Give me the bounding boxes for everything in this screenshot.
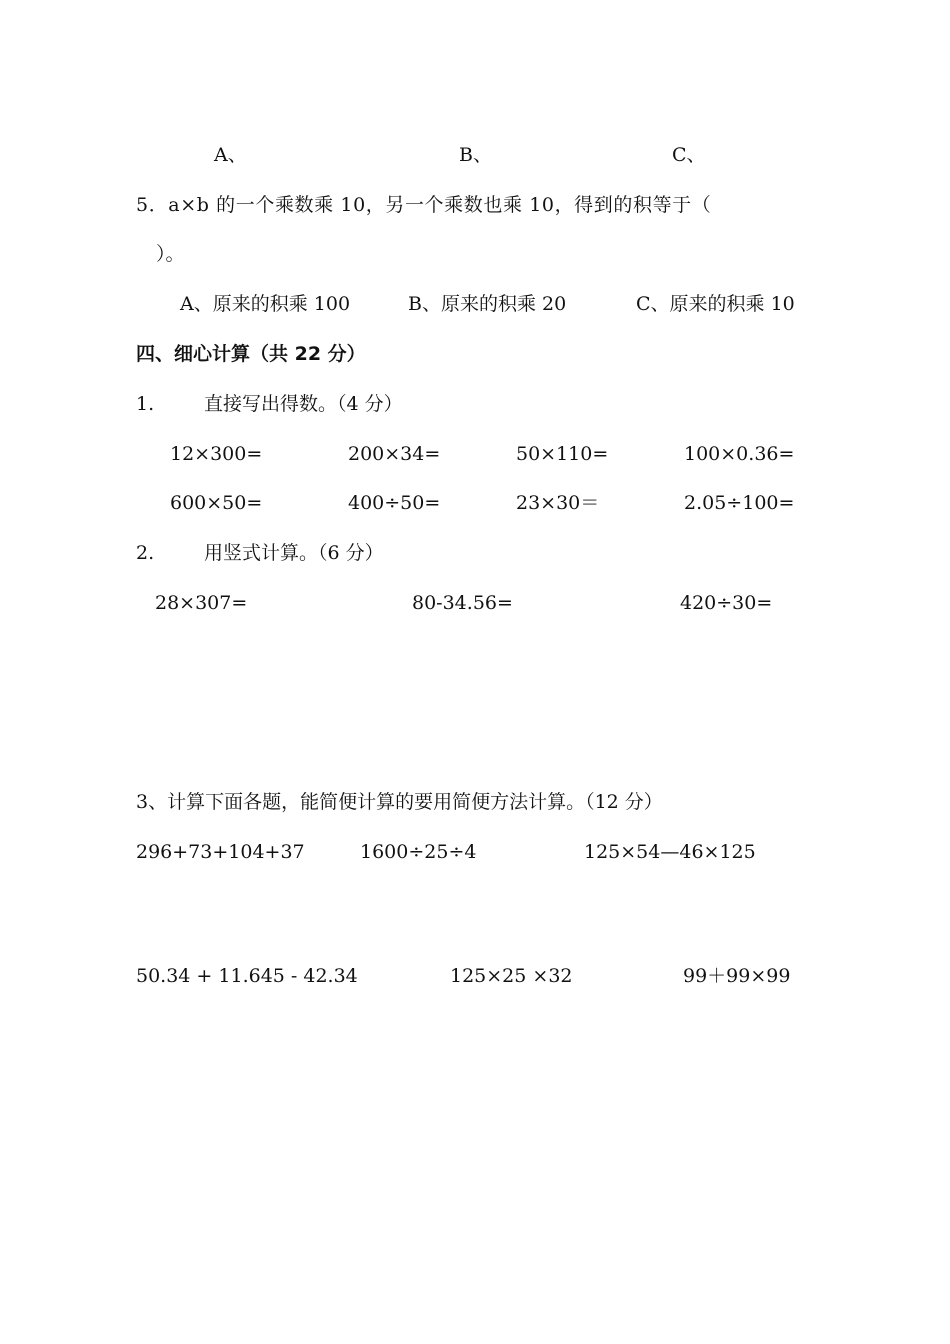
simplify-item: 125×25 ×32 <box>450 965 573 987</box>
calc-item: 100×0.36= <box>684 443 795 465</box>
part-2-number: 2. <box>136 542 155 564</box>
section-4-title: 四、细心计算（共 22 分） <box>136 343 366 365</box>
simplify-item: 125×54—46×125 <box>584 841 756 863</box>
q5-option-a: A、原来的积乘 100 <box>180 293 351 315</box>
q4-option-a: A、 <box>214 144 247 166</box>
vertical-calc-item: 28×307= <box>155 592 248 614</box>
simplify-item: 50.34 + 11.645 - 42.34 <box>136 965 358 987</box>
simplify-item: 1600÷25÷4 <box>360 841 477 863</box>
calc-item: 23×30＝ <box>516 492 600 514</box>
part-1-number: 1. <box>136 393 155 415</box>
part-3-title: 3、计算下面各题，能简便计算的要用简便方法计算。（12 分） <box>136 791 663 813</box>
simplify-item: 99＋99×99 <box>683 965 791 987</box>
q4-option-c: C、 <box>672 144 706 166</box>
calc-item: 50×110= <box>516 443 609 465</box>
calc-item: 600×50= <box>170 492 263 514</box>
part-1-title: 直接写出得数。（4 分） <box>204 393 403 415</box>
q4-option-b: B、 <box>459 144 492 166</box>
calc-item: 200×34= <box>348 443 441 465</box>
part-2-title: 用竖式计算。（6 分） <box>204 542 384 564</box>
vertical-calc-item: 80-34.56= <box>412 592 513 614</box>
calc-item: 400÷50= <box>348 492 441 514</box>
q5-option-c: C、原来的积乘 10 <box>636 293 795 315</box>
q5-text-line1: 5．a×b 的一个乘数乘 10，另一个乘数也乘 10，得到的积等于（ <box>136 194 712 216</box>
calc-item: 2.05÷100= <box>684 492 795 514</box>
calc-item: 12×300= <box>170 443 263 465</box>
q5-text-line2: ）。 <box>156 243 185 265</box>
vertical-calc-item: 420÷30= <box>680 592 773 614</box>
q5-option-b: B、原来的积乘 20 <box>408 293 567 315</box>
simplify-item: 296+73+104+37 <box>136 841 305 863</box>
